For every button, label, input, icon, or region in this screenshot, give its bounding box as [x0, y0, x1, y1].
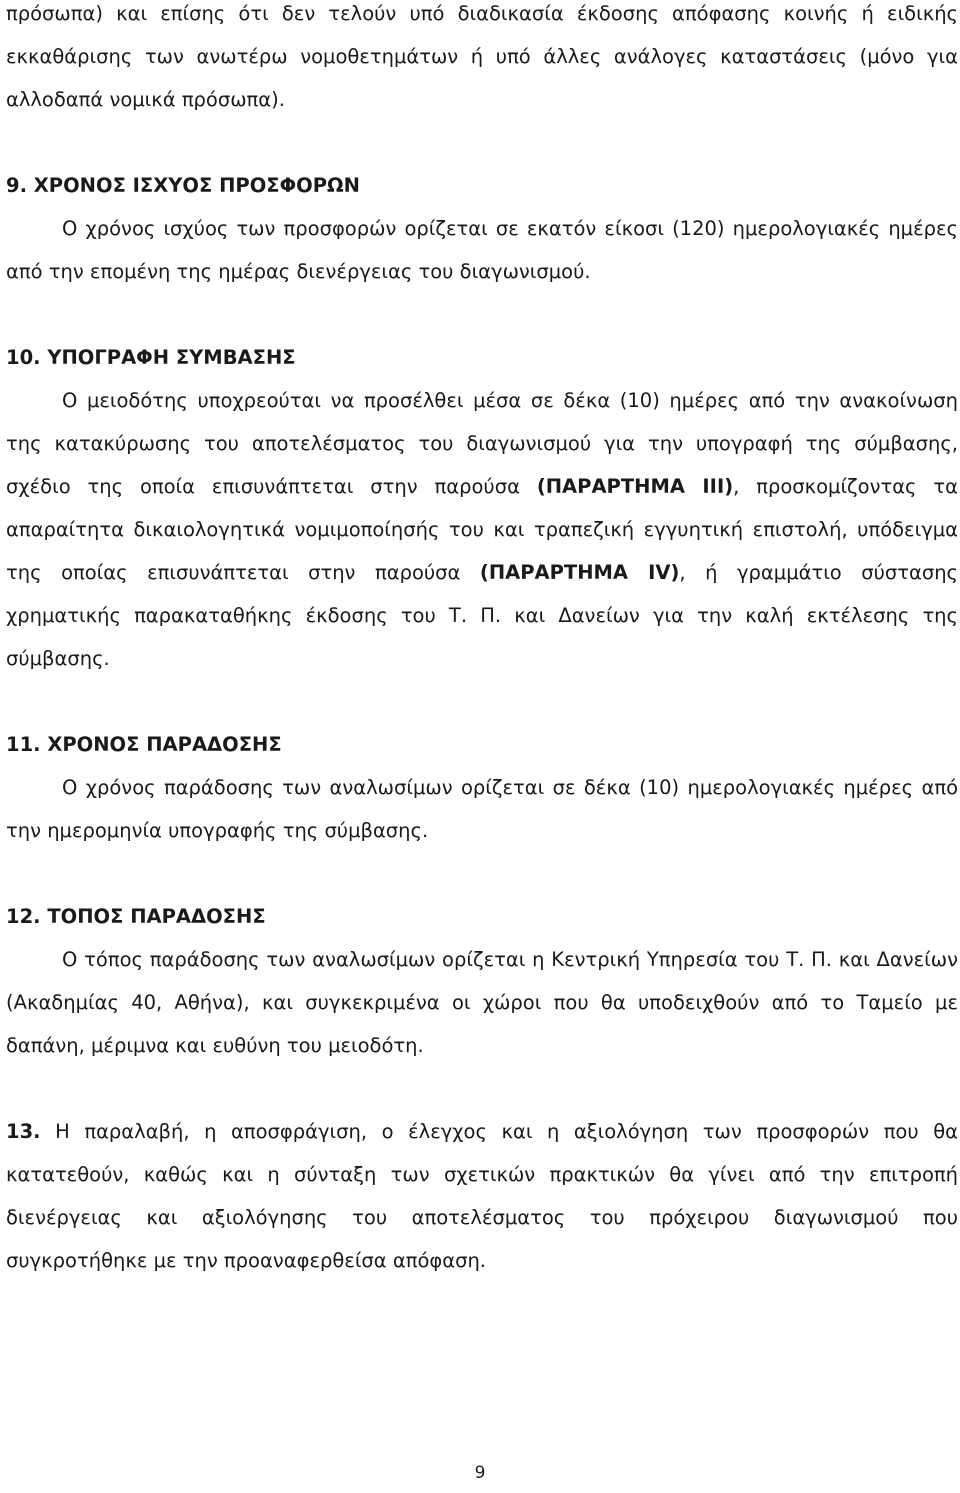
spacer	[6, 121, 958, 164]
section-9-heading: 9. ΧΡΟΝΟΣ ΙΣΧΥΟΣ ΠΡΟΣΦΟΡΩΝ	[6, 174, 360, 197]
section-10-text-part1: Ο μειοδότης υποχρεούται να προσέλθει μέσα σε δέκα (10) ημέρες από την ανακοίνωση της κατακύρωσης του αποτελέσματος του διαγωνισμού για την υπογραφή της σύμβασης, σχέδιο της οποία επισυνάπτεται στην παρούσα	[6, 389, 958, 498]
spacer	[6, 293, 958, 336]
spacer	[6, 680, 958, 723]
section-9-body: Ο χρόνος ισχύος των προσφορών ορίζεται σε εκατόν είκοσι (120) ημερολογιακές ημέρες από την επομένη της ημέρας διενέργειας του διαγωνισμού.	[6, 217, 958, 283]
section-10-body	[6, 379, 958, 680]
page-number: 9	[474, 1463, 486, 1483]
section-10-text-part2: , προσκομίζοντας τα απαραίτητα δικαιολογητικά νομιμοποίησής του και τραπεζική εγγυητική επιστολή, υπόδειγμα της οποίας επισυνάπτεται στην παρούσα	[6, 475, 958, 584]
section-11-body: Ο χρόνος παράδοσης των αναλωσίμων ορίζεται σε δέκα (10) ημερολογιακές ημέρες από την ημερομηνία υπογραφής της σύμβασης.	[6, 776, 958, 842]
spacer	[6, 1067, 958, 1110]
section-12-body: Ο τόπος παράδοσης των αναλωσίμων ορίζεται η Κεντρική Υπηρεσία του Τ. Π. και Δανείων (Ακαδημίας 40, Αθήνα), και συγκεκριμένα οι χώροι που θα υποδειχθούν από το Ταμείο με δαπάνη, μέριμνα και ευθύνη του μειοδότη.	[6, 948, 958, 1057]
annex-4-reference: (ΠΑΡΑΡΤΗΜΑ IV)	[479, 561, 680, 584]
annex-3-reference: (ΠΑΡΑΡΤΗΜΑ ΙΙΙ)	[536, 475, 734, 498]
section-11-heading: 11. ΧΡΟΝΟΣ ΠΑΡΑΔΟΣΗΣ	[6, 733, 282, 756]
document-page	[6, 0, 958, 1282]
section-13-number: 13.	[6, 1120, 41, 1143]
section-12-heading: 12. ΤΟΠΟΣ ΠΑΡΑΔΟΣΗΣ	[6, 905, 266, 928]
spacer	[6, 852, 958, 895]
section-10-text-part3: , ή γραμμάτιο σύστασης χρηματικής παρακαταθήκης έκδοσης του Τ. Π. και Δανείων για την καλή εκτέλεσης της σύμβασης.	[6, 561, 959, 670]
intro-paragraph: πρόσωπα) και επίσης ότι δεν τελούν υπό διαδικασία έκδοσης απόφασης κοινής ή ειδικής εκκαθάρισης των ανωτέρω νομοθετημάτων ή υπό άλλες ανάλογες καταστάσεις (μόνο για αλλοδαπά νομικά πρόσωπα).	[6, 2, 958, 111]
section-13-body: Η παραλαβή, η αποσφράγιση, ο έλεγχος και η αξιολόγηση των προσφορών που θα κατατεθούν, καθώς και η σύνταξη των σχετικών πρακτικών θα γίνει από την επιτροπή διενέργειας και αξιολόγησης του αποτελέσματος του πρόχειρου διαγωνισμού που συγκροτήθηκε με την προαναφερθείσα απόφαση.	[6, 1120, 958, 1272]
section-10-heading: 10. ΥΠΟΓΡΑΦΗ ΣΥΜΒΑΣΗΣ	[6, 346, 296, 369]
section-13-paragraph	[6, 1110, 958, 1282]
